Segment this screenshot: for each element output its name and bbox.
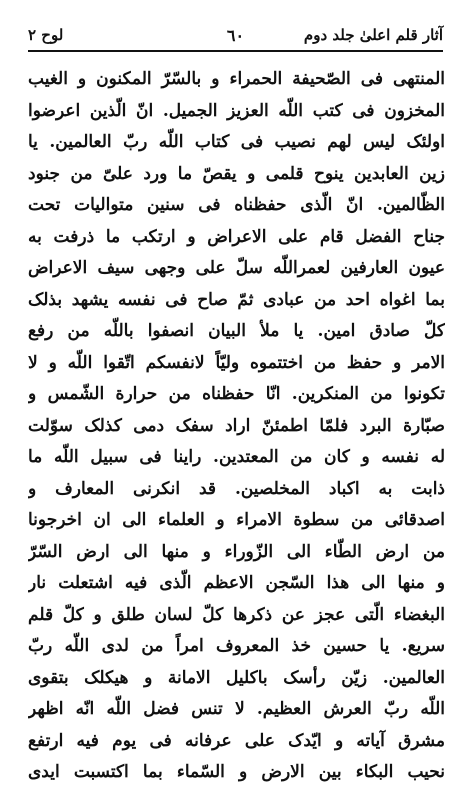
tablet-label: لوح ٢ [28,26,64,44]
text-line: الامر و حفظ من اختتموه ولیّاً لانفسکم اتّقوا اللّه و لا [28,352,445,373]
text-line: جناح الفضل قام علی الاعراض و ارتکب ما ذرفت به [28,226,445,247]
text-line: مشرق آیاته و ایّدک علی عرفانه فی یوم فیه ارتفع [28,730,445,751]
text-line: اللّه ربّ العرش العظیم. لا تنس فضل اللّه انّه اظهر [28,699,445,719]
text-line: العالمین. زیّن رأسک باکلیل الامانة و هیکلک بتقوی [28,667,445,688]
text-line: کلّ صادق امین. یا ملأ البیان انصفوا باللّه من رفع [28,321,445,341]
text-line: عیون العارفین لعمراللّه سلّ علی وجهی سیف الاعراض [28,258,445,278]
header-divider [28,50,443,52]
page-header [28,22,443,48]
text-line: له نفسه و کان من المعتدین. راینا فی سبیل اللّه ما [28,447,445,467]
text-line: الظّالمین. انّ الّذی حفظناه فی سنین متوالیات تحت [28,195,445,215]
text-line: بما اغواه احد من عبادی ثمّ صاح فی نفسه یشهد بذلک [28,289,445,310]
text-line: من ارض الطّاء الی الزّوراء و منها الی ارض السّرّ [28,541,445,562]
body-text [28,64,445,789]
text-line: نحیب البکاء بین الارض و السّماء بما اکتسبت ایدی [28,762,445,782]
text-line: سریع. یا حسین خذ المعروف امراً من لدی اللّه ربّ [28,636,445,656]
text-line: اولئک لیس لهم نصیب فی کتاب اللّه ربّ العالمین. یا [28,132,445,152]
text-line: صبّارة البرد فلمّا اطمئنّ اراد سفک دمی کذلک سوّلت [28,415,445,436]
text-line: و منها الی هذا السّجن الاعظم الّذی فیه اشتعلت نار [28,573,445,593]
text-line: ذابت به اکباد المخلصین. قد انکرنی المعارف و [28,478,445,499]
text-line: اصدقائی من سطوة الامراء و العلماء الی ان اخرجونا [28,510,445,530]
text-line: تکونوا من المنکرین. انّا حفظناه من حرارة الشّمس و [28,384,445,404]
text-line: البغضاء الّتی عجز عن ذکرها کلّ لسان طلق و کلّ قلم [28,604,445,625]
book-title: آثار قلم اعلیٰ جلد دوم [303,26,443,44]
text-line: المنتهی فی الصّحیفة الحمراء و بالسّرّ المکنون و الغیب [28,69,445,89]
page-number: ٦٠ [226,25,245,45]
text-line: المخزون فی کتب اللّه العزیز الجمیل. انّ الّذین اعرضوا [28,100,445,121]
text-line: زین العابدین ینوح قلمی و یقصّ ما ورد علیّ من جنود [28,163,445,184]
